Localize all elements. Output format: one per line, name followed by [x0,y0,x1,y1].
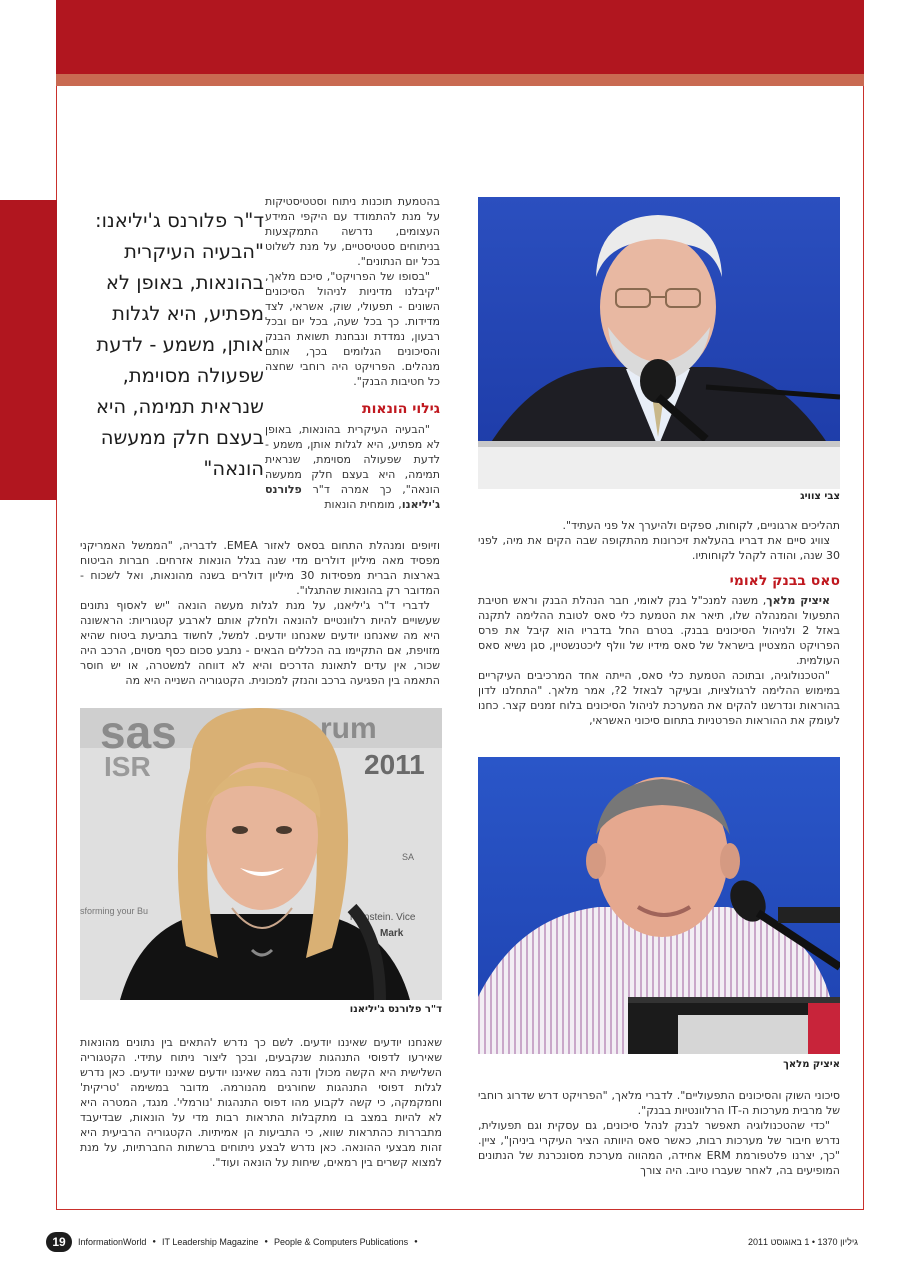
page-footer [46,1232,866,1252]
footer-publication: InformationWorld [78,1237,147,1247]
paragraph: לדברי ד"ר ג'יליאנו, על מנת לגלות מעשה הונאה "יש לאסוף נתונים שעשויים להיות רלוונטיים להונאה ולחלק אותם לארבע קטגוריות: הראשונה היא מה שאנחנו יודעים שאנחנו יודעים. למשל, לחשוד בתביעת ביטוח שהיא מזויפת, אם התקיימו בה הכללים הבאים - נתבע סכום כסף מסוים, הרכב היה שכור, אין עדים לתאונת הדרכים והיא לא דווחה למשטרה, או יש חוסר התאמה בין הפגיעה ברכב והנזק למכונית. הקטגוריה השנייה היא מה [80,599,440,687]
bullet-icon: ● [152,1239,156,1245]
backdrop-text: rum [320,712,377,745]
bullet-icon: ● [414,1239,418,1245]
paragraph: שאנחנו יודעים שאיננו יודעים. לשם כך נדרש להתאים בין נתונים מהונאות שאירעו לדפוסי התנהגות שנקבעים, ובכך ליצור ניתוח עתידי. הקטגוריה השלישית היא הקשה מכולן ודנה במה שאיננו יודעים שאיננו יודעים. כאן נדרש לגלות דפוסי התנהגות שחורגים מהנורמה. מדובר במשימה 'טריקית' וחמקמקה, כי קשה לקבוע מהו דפוס התנהגות 'נורמלי'. מנגד, המטרה היא לא להיות במצב בו מתקבלות התראות רבות מדי על הונאות, שבדיעבד מתבררות כהתראות שווא, כי התביעות הן אמיתיות. הקטגוריה הרביעית היא זהות מבצעי ההונאה. כאן נדרש לבצע ניתוחים ברשתות החברתיות, על מנת למצוא קשרים בין רמאים, שיחות על הונאה ועוד". [80,1036,442,1169]
paragraph-text: , משנה למנכ"ל בנק לאומי, חבר הנהלת הבנק וראש חטיבת התפעול והמנהלה שלו, תיאר את הטמעת כלי סאס לטובת ההלימה לתקנה באזל 2 ולניהול הסיכונים בבנק. בטרם החל בדבריו הוא קיבל את פרס הפרויקט המצטיין בישראל של סאס מידיו של וולף ליכטנשטיין, סגן נשיא סאס העולמית. [478,594,840,667]
paragraph: תהליכים ארגוניים, לקוחות, ספקים ולהיערך אל פני העתיד". [562,519,840,532]
side-red-tab [0,200,57,500]
photo-tzvi-zweig [478,197,840,489]
pull-quote: ד"ר פלורנס ג'יליאנו: "הבעיה העיקרית בהונאות, באופן לא מפתיע, היא לגלות אותן, משמע - לדעת שפעולה מסוימת, שנראית תמימה, היא בעצם חלק ממעשה הונאה" [95,209,264,480]
photo-florence-giuliano [80,708,442,1000]
backdrop-text: sforming your Bu [80,906,149,916]
section-subhead: גילוי הונאות [362,401,440,417]
speaker-portrait-image [478,197,840,489]
backdrop-text: sas [100,708,177,758]
paragraph: "הטכנולוגיה, ובתוכה הטמעת כלי סאס, הייתה אחד המרכיבים העיקריים במימוש ההלימה לרגולציות, ובעיקר לבאזל 2?, אמר מלאך. "התחלנו לדון בהוראות ונדרשנו להקים את המערכת לניהול הסיכונים בלוח זמנים קצר. כחנו לעומק את ההוראות הפרטניות בתחום סיכוני האשראי, [478,669,840,727]
paragraph [265,422,440,512]
footer-publication: IT Leadership Magazine [162,1237,259,1247]
photo-caption: איציק מלאך [783,1059,840,1070]
paragraph: צוויג סיים את דבריו בהעלאת זיכרונות מהתקופה שבה הקים את מיה, לפני 30 שנה, והודה לקהל לקוחותיו. [478,534,840,562]
bullet-icon: ● [264,1239,269,1245]
photo-itzik-malach [478,757,840,1054]
backdrop-text: ntenstein. Vice [350,912,416,923]
person-name: פלורנס ג'יליאנו [265,483,440,511]
header-color-band [56,0,864,74]
backdrop-text: 2011 [364,749,425,780]
backdrop-text: Mark [380,928,404,939]
paragraph-text: "הבעיה העיקרית בהונאות, באופן לא מפתיע, היא לגלות אותן, משמע - לדעת שפעולה מסוימת, שנראית תמימה, היא בעצם חלק ממעשה הונאה", כך אמרה ד"ר [265,423,440,496]
article-column-right [478,518,840,728]
footer-issue-date: גיליון 1370 • 1 באוגוסט 2011 [748,1237,858,1247]
article-column-right-bottom [478,1088,840,1178]
paragraph: "בסופו של הפרויקט", סיכם מלאך, "קיבלנו מדיניות לניהול הסיכונים השונים - תפעולי, שוק, אשראי, לצד מדידות. כך בכל שעה, בכל יום ובכל רבעון, נמדדת ונבחנת תשואת הבנק והסיכונים הגלומים בכך, אותם מנהלים. הפרויקט היה רוחבי שחצה כל חטיבות הבנק". [265,270,440,388]
header-accent-strip [56,74,864,86]
article-column-middle [265,194,440,512]
paragraph [478,593,840,668]
page-number: 19 [46,1232,72,1252]
backdrop-text: SA [402,852,415,862]
photo-caption: צבי צוויג [800,491,840,502]
paragraph: סיכוני השוק והסיכונים התפעוליים". לדברי מלאך, "הפרויקט דרש שדרוג רוחבי של מרבית מערכות ה-IT הרלוונטיות בבנק". [478,1089,840,1117]
backdrop-text: ISR [104,751,151,782]
article-column-wide [80,538,440,688]
paragraph-text: , מומחית הונאות [324,498,402,511]
photo-caption: ד"ר פלורנס ג'יליאנו [349,1004,442,1015]
article-column-left-bottom [80,1035,442,1170]
speaker-portrait-image [478,757,840,1054]
person-name: איציק מלאך [766,594,830,607]
paragraph: וזיופים ומנהלת התחום בסאס לאזור EMEA. לדבריה, "הממשל האמריקני מפסיד מאה מיליון דולרים מדי שנה בגלל הונאות אזרחים. חברות הביטוח בארצות הברית מפסידות 30 מיליון דולרים בשנה מהונאות, ואל לשכוח - המדובר רק בהונאות שהתגלו". [80,539,440,597]
footer-publication: People & Computers Publications [274,1237,409,1247]
paragraph: "כדי שהטכנולוגיה תאפשר לבנק לנהל סיכונים, גם עסקית וגם תפעולית, נדרש חיבור של מערכות רבות, כאשר סאס היוותה הציר העיקרי ביניהן", ציין. "כך, יצרנו פלטפורמת ERM אחידה, המהווה מערכת מסונכרנת של הנתונים המופיעים בה, לאחר שעברו טיוב. היה צורך [478,1119,840,1177]
section-subhead: סאס בבנק לאומי [729,573,840,589]
paragraph: בהטמעת תוכנות ניתוח וסטטיסטיקות על מנת להתמודד עם היקפי המידע העצומים, נדרשה התמקצעות בניתוחים סטטיסטיים, על מנת לשלוט בכל יום הנתונים". [265,195,440,268]
speaker-portrait-image [80,708,442,1000]
